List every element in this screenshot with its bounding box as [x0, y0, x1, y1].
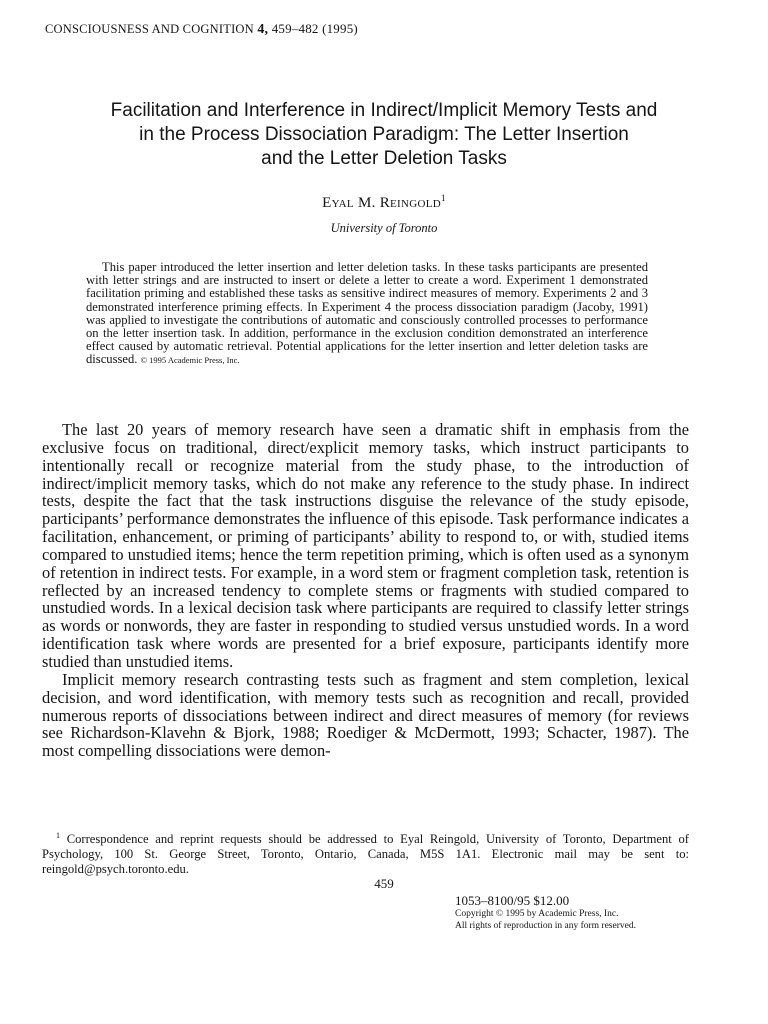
author-name: Eyal M. Reingold — [322, 195, 441, 211]
abstract-text: This paper introduced the letter insertion and letter deletion tasks. In these tasks participants are presented with letter strings and are instructed to insert or delete a letter to create a word. Experiment 1 demonstrated facilitation priming and established these tasks as sensitive indirect measures of memory. Experiments 2 and 3 demonstrated interference priming effects. In Experiment 4 the process dissociation paradigm (Jacoby, 1991) was applied to investigate the contributions of automatic and consciously controlled processes to performance on the letter insertion task. In addition, performance in the exclusion condition demonstrated an interference effect caused by automatic retrieval. Potential applications for the letter insertion and letter deletion tasks are discussed. — [86, 260, 648, 367]
journal-name: CONSCIOUSNESS AND COGNITION — [45, 22, 254, 36]
publication-info — [455, 894, 636, 932]
body-text — [42, 421, 689, 760]
footnote-paragraph — [42, 828, 689, 877]
rights-line: All rights of reproduction in any form reserved. — [455, 921, 636, 931]
journal-header — [45, 21, 358, 38]
title-line: and the Letter Deletion Tasks — [261, 148, 507, 169]
copyright-line: Copyright © 1995 by Academic Press, Inc. — [455, 909, 619, 919]
footnote-text: Correspondence and reprint requests should be addressed to Eyal Reingold, University of Toronto, Department of Psychology, 100 St. George Street, Toronto, Ontario, Canada, M5S 1A1. Electronic mail may be sent to: reingold@psych.toronto.edu. — [42, 832, 689, 877]
price-line: 1053–8100/95 $12.00 — [455, 893, 570, 908]
title-line: in the Process Dissociation Paradigm: The Letter Insertion — [139, 124, 629, 145]
abstract — [86, 261, 648, 368]
body-paragraph: Implicit memory research contrasting tests such as fragment and stem completion, lexical decision, and word identification, with memory tests such as recognition and recall, provided numerous reports of dissociations between indirect and direct measures of memory (for reviews see Richardson-Klavehn & Bjork, 1988; Roediger & McDermott, 1993; Schacter, 1987). The most compelling dissociations were demon- — [42, 669, 689, 761]
footnote-mark: 1 — [56, 831, 60, 840]
footnote — [42, 828, 689, 877]
body-paragraph: The last 20 years of memory research have seen a dramatic shift in emphasis from the exclusive focus on traditional, direct/explicit memory tasks, which instruct participants to intentionally recall or recognize material from the study phase, to the introduction of indirect/implicit memory tasks, which do not make any reference to the study phase. In indirect tests, despite the fact that the task instructions disguise the relevance of the study episode, participants’ performance demonstrates the influence of this episode. Task performance indicates a facilitation, enhancement, or priming of participants’ ability to respond to, or with, studied items compared to unstudied items; hence the term repetition priming, which is often used as a synonym of retention in indirect tests. For example, in a word stem or fragment completion task, retention is reflected by an increased tendency to complete stems or fragments with studied compared to unstudied words. In a lexical decision task where participants are required to classify letter strings as words or nonwords, they are faster in responding to studied versus unstudied words. In a word identification task where words are presented for a brief exposure, participants identify more studied than unstudied items. — [42, 420, 689, 671]
author — [0, 193, 768, 212]
journal-pages-year: 459–482 (1995) — [271, 21, 358, 36]
page-number: 459 — [374, 876, 394, 891]
abstract-paragraph — [86, 261, 648, 368]
author-footnote-mark: 1 — [441, 193, 446, 203]
title-line: Facilitation and Interference in Indirect/Implicit Memory Tests and — [110, 100, 658, 121]
affiliation: University of Toronto — [330, 221, 438, 235]
journal-volume: 4, — [257, 22, 269, 37]
abstract-copyright: © 1995 Academic Press, Inc. — [140, 355, 240, 366]
article-title — [40, 99, 728, 171]
